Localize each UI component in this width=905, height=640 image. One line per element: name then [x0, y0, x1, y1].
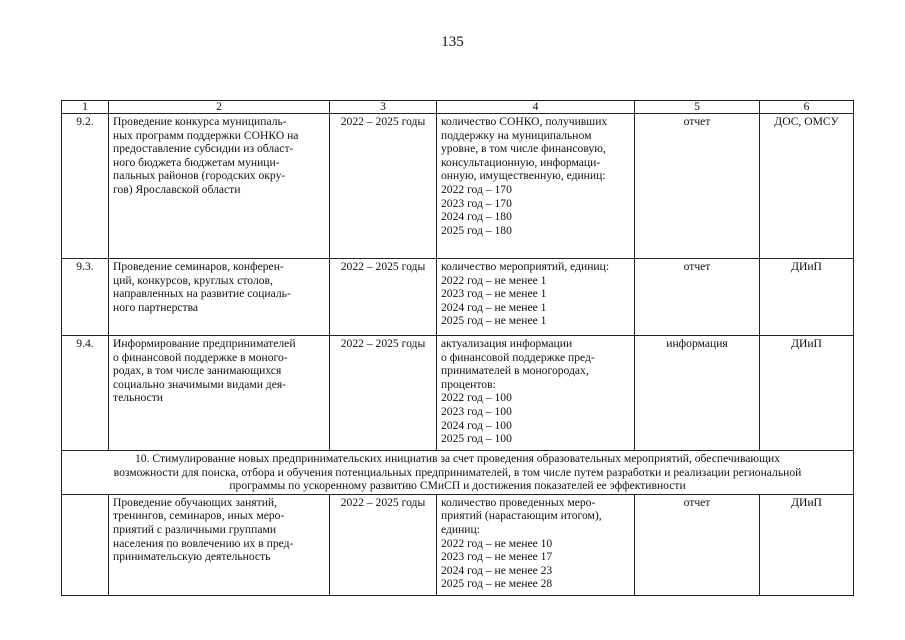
event-line: пальных районов (городских окру- — [113, 169, 286, 183]
indicator-line: онную, имущественную, единиц: — [441, 169, 606, 183]
table-row — [62, 259, 854, 336]
responsible-cell: ДИиП — [760, 494, 854, 595]
indicator-line: принимателей в моногородах, — [441, 364, 589, 378]
form-cell: отчет — [635, 259, 760, 336]
indicator-line: приятий (нарастающим итогом), — [441, 509, 602, 523]
indicator-line: 2023 год – не менее 1 — [441, 287, 547, 301]
section-heading-line: возможности для поиска, отбора и обучения потенциальных предпринимателей, в том числе путем разработки и реализации региональной — [113, 465, 802, 479]
section-heading-line: 10. Стимулирование новых предпринимательских инициатив за счет проведения образовательных мероприятий, обеспечивающих — [134, 452, 781, 465]
event-line: ного партнерства — [113, 300, 199, 314]
indicator-cell — [437, 336, 635, 451]
event-line: Проведение обучающих занятий, — [113, 495, 278, 509]
event-line: населения по вовлечению их в пред- — [113, 536, 294, 550]
table-row — [62, 494, 854, 595]
event-line: тельности — [113, 391, 163, 405]
indicator-line: консультационную, информаци- — [441, 155, 601, 169]
event-cell — [109, 259, 330, 336]
section-heading-line: программы по ускоренному развитию СМиСП и достижения показателей ее эффективности — [229, 479, 686, 493]
event-line: Проведение семинаров, конферен- — [113, 260, 284, 273]
form-cell: отчет — [635, 494, 760, 595]
indicator-line: поддержку на муниципальном — [441, 128, 592, 142]
indicator-line: 2025 год – не менее 28 — [441, 577, 553, 591]
responsible-cell: ДИиП — [760, 336, 854, 451]
event-line: о финансовой поддержке в моного- — [113, 350, 288, 364]
row-number: 9.3. — [62, 259, 109, 336]
event-line: тренингов, семинаров, иных меро- — [113, 509, 285, 523]
form-cell: отчет — [635, 114, 760, 259]
indicator-line: 2024 год – 180 — [441, 210, 512, 224]
header-col-6: 6 — [760, 101, 854, 114]
indicator-line: 2025 год – не менее 1 — [441, 314, 547, 328]
indicator-line: о финансовой поддержке пред- — [441, 350, 595, 364]
measures-table — [61, 100, 854, 596]
header-col-3: 3 — [330, 101, 437, 114]
header-col-5: 5 — [635, 101, 760, 114]
indicator-line: 2025 год – 180 — [441, 223, 512, 237]
indicator-line: 2022 год – не менее 10 — [441, 536, 553, 550]
indicator-line: 2022 год – не менее 1 — [441, 273, 547, 287]
period-cell: 2022 – 2025 годы — [330, 259, 437, 336]
event-line: ного бюджета бюджетам муници- — [113, 155, 280, 169]
event-line: предоставление субсидии из област- — [113, 142, 294, 156]
indicator-line: уровне, в том числе финансовую, — [441, 142, 606, 156]
header-col-2: 2 — [109, 101, 330, 114]
indicator-line: 2022 год – 100 — [441, 391, 512, 405]
row-number: 9.2. — [62, 114, 109, 259]
event-cell — [109, 494, 330, 595]
section-heading-row — [62, 451, 854, 495]
event-cell — [109, 336, 330, 451]
indicator-line: 2023 год – 100 — [441, 404, 512, 418]
indicator-line: количество мероприятий, единиц: — [441, 260, 610, 273]
event-line: направленных на развитие социаль- — [113, 287, 291, 301]
table-row — [62, 336, 854, 451]
responsible-cell: ДОС, ОМСУ — [760, 114, 854, 259]
page-number: 135 — [441, 34, 464, 50]
event-cell — [109, 114, 330, 259]
event-line: Информирование предпринимателей — [113, 337, 296, 350]
table-row — [62, 114, 854, 259]
table-header-row — [62, 101, 854, 114]
indicator-line: единиц: — [441, 522, 480, 536]
indicator-line: количество проведенных меро- — [441, 495, 596, 509]
indicator-cell — [437, 494, 635, 595]
event-line: гов) Ярославской области — [113, 182, 241, 196]
responsible-cell: ДИиП — [760, 259, 854, 336]
event-line: социально значимыми видами дея- — [113, 377, 287, 391]
row-number: 9.4. — [62, 336, 109, 451]
period-cell: 2022 – 2025 годы — [330, 494, 437, 595]
indicator-line: 2023 год – 170 — [441, 196, 512, 210]
event-line: ных программ поддержки СОНКО на — [113, 128, 299, 142]
indicator-line: количество СОНКО, получивших — [441, 115, 608, 128]
indicator-line: процентов: — [441, 377, 496, 391]
indicator-line: 2024 год – не менее 1 — [441, 300, 547, 314]
header-col-1: 1 — [62, 101, 109, 114]
header-col-4: 4 — [437, 101, 635, 114]
form-cell: информация — [635, 336, 760, 451]
indicator-line: актуализация информации — [441, 337, 573, 350]
indicator-line: 2024 год – 100 — [441, 418, 512, 432]
indicator-line: 2022 год – 170 — [441, 182, 512, 196]
event-line: принимательскую деятельность — [113, 550, 271, 564]
row-number — [62, 494, 109, 595]
period-cell: 2022 – 2025 годы — [330, 336, 437, 451]
event-line: родах, в том числе занимающихся — [113, 364, 282, 378]
event-line: приятий с различными группами — [113, 522, 277, 536]
indicator-line: 2023 год – не менее 17 — [441, 550, 553, 564]
section-10-heading — [62, 451, 854, 495]
indicator-line: 2024 год – не менее 23 — [441, 563, 553, 577]
period-cell: 2022 – 2025 годы — [330, 114, 437, 259]
event-line: Проведение конкурса муниципаль- — [113, 115, 287, 128]
indicator-line: 2025 год – 100 — [441, 432, 512, 446]
indicator-cell — [437, 114, 635, 259]
event-line: ций, конкурсов, круглых столов, — [113, 273, 273, 287]
indicator-cell — [437, 259, 635, 336]
